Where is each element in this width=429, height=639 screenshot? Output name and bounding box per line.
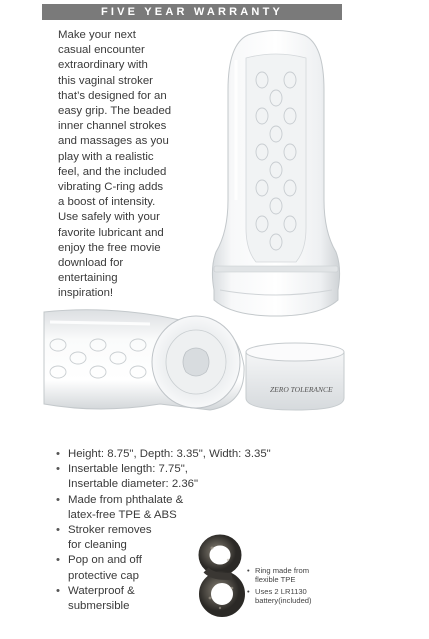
ring-note-text-cont: flexible TPE: [255, 575, 296, 585]
description-line: easy grip. The beaded: [58, 105, 172, 118]
ring-note: [247, 566, 357, 585]
spec-text-cont: for cleaning: [68, 539, 127, 552]
description-line: vibrating C-ring adds: [58, 181, 164, 194]
description-line: extraordinary with: [58, 59, 148, 72]
upright-stroker-image: [212, 31, 339, 317]
ring-note-text: • Uses 2 LR1130: [255, 586, 307, 596]
description-line: favorite lubricant and: [58, 226, 164, 239]
lying-stroker-image: [44, 310, 244, 410]
ring-note-text: • Ring made from: [255, 566, 310, 575]
spec-text: Stroker removes: [68, 524, 152, 537]
spec-text: Insertable length: 7.75",: [68, 463, 188, 476]
spec-text-cont: latex-free TPE & ABS: [68, 508, 177, 521]
spec-text: Waterproof &: [68, 584, 135, 597]
cap-brand-logo: ZERO TOLERANCE: [270, 385, 333, 394]
spec-item: [56, 493, 346, 523]
ring-note: [247, 587, 357, 606]
description-line: inner channel strokes: [58, 120, 167, 133]
spec-text-cont: submersible: [68, 600, 130, 613]
description-line: inspiration!: [58, 287, 114, 300]
description-line: play with a realistic: [58, 150, 154, 163]
description-line: entertaining: [58, 272, 118, 285]
spec-text-cont: Insertable diameter: 2.36": [68, 478, 199, 491]
description-line: casual encounter: [58, 44, 145, 57]
warranty-banner-text: FIVE YEAR WARRANTY: [100, 6, 284, 18]
description-line: Make your next: [58, 29, 136, 41]
description-line: and massages as you: [58, 135, 169, 148]
description-line: enjoy the free movie: [58, 241, 161, 254]
description-line: download for: [58, 257, 124, 270]
description-line: Use safely with your: [58, 211, 160, 224]
ring-note-text-cont: battery(included): [255, 596, 312, 606]
description-line: this vaginal stroker: [58, 74, 153, 87]
description-line: that’s designed for an: [58, 89, 167, 102]
spec-item: [56, 462, 346, 492]
description-line: a boost of intensity.: [58, 196, 156, 209]
protective-cap-image: [246, 343, 344, 410]
spec-text: Made from phthalate &: [68, 493, 184, 506]
spec-text-cont: protective cap: [68, 569, 139, 582]
spec-item: [56, 523, 346, 553]
spec-text: Height: 8.75", Depth: 3.35", Width: 3.35": [68, 448, 271, 460]
ring-notes: [247, 566, 357, 606]
description-line: feel, and the included: [58, 165, 167, 178]
spec-text: Pop on and off: [68, 554, 142, 567]
spec-item: [56, 447, 346, 462]
